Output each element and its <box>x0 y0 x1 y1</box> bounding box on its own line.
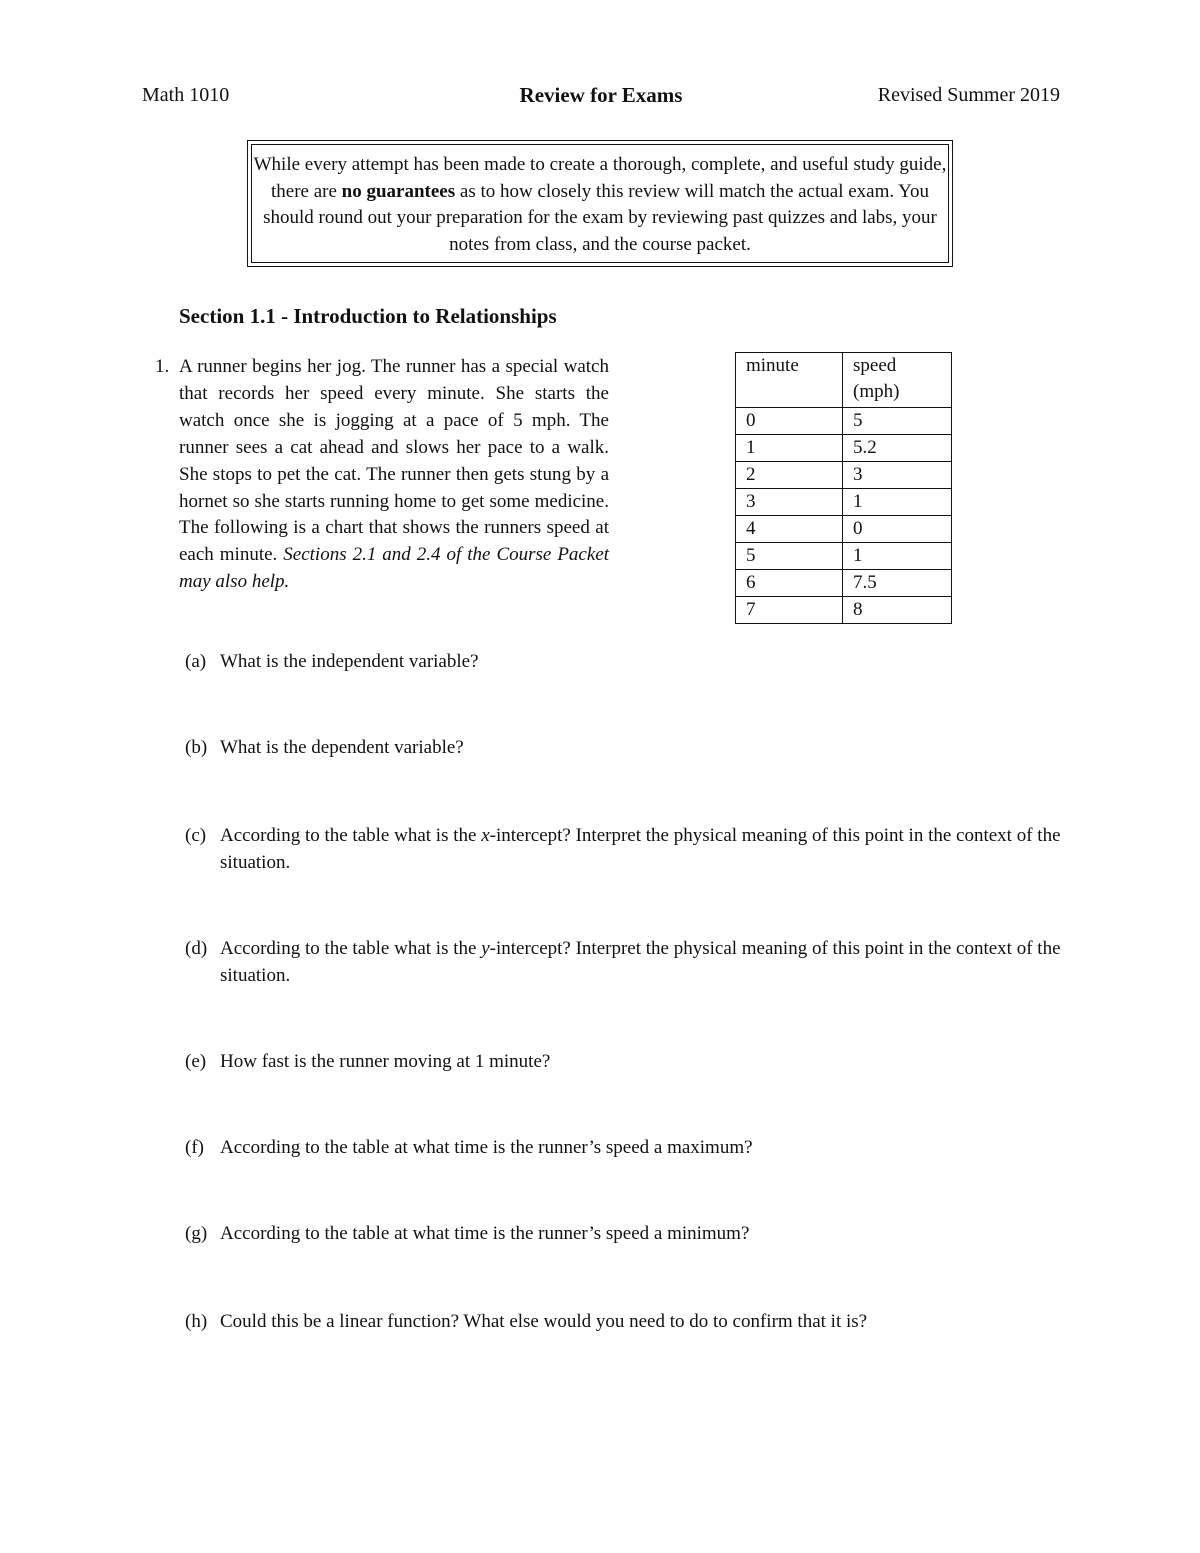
page-header <box>142 84 1060 110</box>
table-row <box>736 462 952 489</box>
variable-x: x <box>481 825 490 846</box>
question-label: (d) <box>185 938 208 959</box>
table-header-row <box>736 353 952 408</box>
table-cell: 4 <box>736 516 843 543</box>
table-cell: 3 <box>843 462 952 489</box>
question-label: (b) <box>185 737 208 758</box>
question-text: According to the table at what time is the runner’s speed a maximum? <box>220 1137 753 1158</box>
disclaimer-text <box>251 144 949 263</box>
table-row <box>736 570 952 597</box>
table-row <box>736 435 952 462</box>
table-cell: 2 <box>736 462 843 489</box>
table-row <box>736 597 952 624</box>
disclaimer-text-after: as to how closely this review will match the actual exam. You should round out your preparation for the exam by reviewing past quizzes and labs, your notes from class, and the course packet. <box>263 180 937 255</box>
table-row <box>736 516 952 543</box>
question-text-pre: According to the table what is the <box>220 825 482 846</box>
speed-table <box>735 352 952 624</box>
table-row <box>736 489 952 516</box>
section-heading: Section 1.1 - Introduction to Relationships <box>179 304 557 328</box>
table-cell: 6 <box>736 570 843 597</box>
revision-note: Revised Summer 2019 <box>877 84 1060 106</box>
table-cell: 8 <box>843 597 952 624</box>
table-header-cell: minute <box>736 353 843 408</box>
question-label: (e) <box>185 1051 207 1072</box>
question-label: (c) <box>185 825 207 846</box>
document-title: Review for Exams <box>519 83 683 107</box>
table-cell: 7 <box>736 597 843 624</box>
table-cell: 1 <box>843 543 952 570</box>
problem-number: 1. <box>155 356 170 377</box>
disclaimer-box <box>247 140 953 267</box>
table-cell: 0 <box>736 408 843 435</box>
question-label: (a) <box>185 651 207 672</box>
problem-reference-note: Sections 2.1 and 2.4 of the Course Packet may also help. <box>179 544 609 593</box>
problem-body: A runner begins her jog. The runner has a special watch that records her speed every minute. She starts the watch once she is jogging at a pace of 5 mph. The runner sees a cat ahead and slows her pace to a walk. She stops to pet the cat. The runner then gets stung by a hornet so she starts running home to get some medicine. The following is a chart that shows the runners speed at each minute. <box>179 356 609 566</box>
course-name: Math 1010 <box>142 84 230 106</box>
variable-y: y <box>481 938 490 959</box>
disclaimer-text-before: While every attempt has been made to create a thorough, complete, and useful study guide, there are <box>253 154 947 202</box>
question-label: (h) <box>185 1311 208 1332</box>
question-text: Could this be a linear function? What else would you need to do to confirm that it is? <box>220 1311 868 1332</box>
table-cell: 1 <box>736 435 843 462</box>
question-label: (g) <box>185 1223 208 1244</box>
question-label: (f) <box>185 1137 204 1158</box>
question-text-post: -intercept? Interpret the physical meaning of this point in the context of the situation. <box>220 825 1061 873</box>
table-row <box>736 408 952 435</box>
question-text-pre: According to the table what is the <box>220 938 482 959</box>
question-text: What is the independent variable? <box>220 651 479 672</box>
question-text: How fast is the runner moving at 1 minute? <box>220 1051 551 1072</box>
table-cell: 5 <box>736 543 843 570</box>
question-text: According to the table at what time is the runner’s speed a minimum? <box>220 1223 750 1244</box>
table-header-cell: speed (mph) <box>843 353 952 408</box>
question-text <box>220 935 1065 989</box>
table-cell: 0 <box>843 516 952 543</box>
table-cell: 5 <box>843 408 952 435</box>
disclaimer-emphasis: no guarantees <box>341 180 456 202</box>
question-text <box>220 822 1065 876</box>
table-cell: 1 <box>843 489 952 516</box>
question-text: What is the dependent variable? <box>220 737 464 758</box>
problem-statement <box>179 354 609 596</box>
table-row <box>736 543 952 570</box>
table-cell: 5.2 <box>843 435 952 462</box>
table-cell: 3 <box>736 489 843 516</box>
table-cell: 7.5 <box>843 570 952 597</box>
question-text-post: -intercept? Interpret the physical meaning of this point in the context of the situation. <box>220 938 1061 986</box>
